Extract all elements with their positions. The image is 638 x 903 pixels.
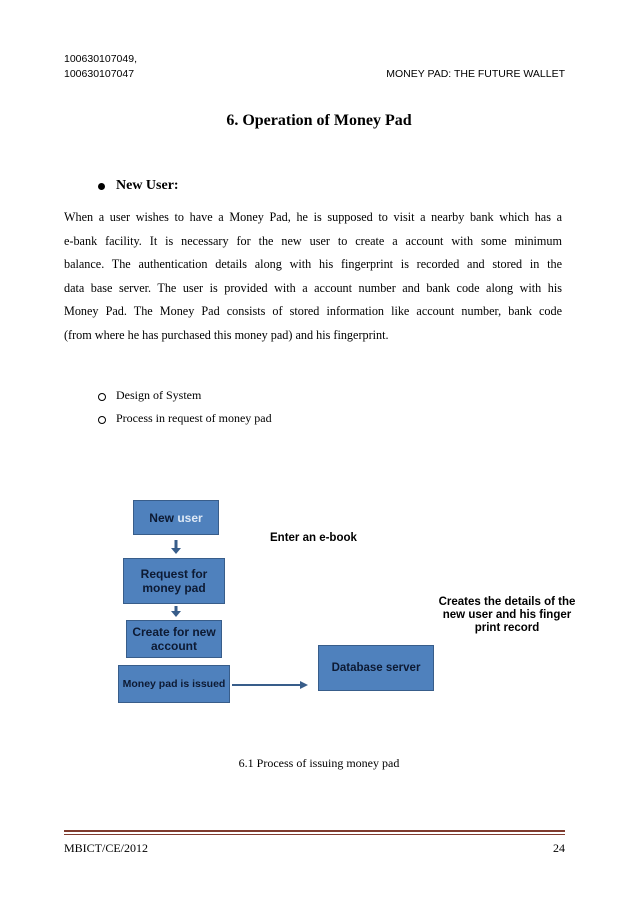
section-title: 6. Operation of Money Pad (226, 112, 412, 129)
box-database-server: Database server (318, 645, 434, 691)
box-create-account: Create for new account (126, 620, 222, 658)
label-creates-details: Creates the details of the new user and his finger print record (438, 596, 576, 634)
box-new-user-word-user: user (177, 510, 203, 525)
box-request-money-pad: Request for money pad (123, 558, 225, 604)
box-money-pad-issued: Money pad is issued (118, 665, 230, 703)
footer-rule (64, 834, 565, 835)
arrow-down-icon (171, 540, 181, 554)
label-enter-ebook: Enter an e-book (270, 532, 357, 544)
footer-left: MBICT/CE/2012 (64, 841, 149, 855)
paragraph-line: Money Pad. The Money Pad consists of stored information like account number, bank code (64, 304, 562, 319)
list-item-process: Process in request of money pad (116, 411, 272, 425)
arrow-down-icon (171, 606, 181, 617)
header-doc-title: MONEY PAD: THE FUTURE WALLET (386, 68, 565, 80)
new-user-heading: New User: (116, 178, 179, 193)
paragraph-line: When a user wishes to have a Money Pad, he is supposed to visit a nearby bank which has a (64, 210, 562, 224)
paragraph-line: e-bank facility. It is necessary for the new user to create a account with some minimum (64, 233, 562, 248)
header-id-2: 100630107047 (64, 68, 135, 80)
footer-rule (64, 830, 565, 832)
arrow-right-icon (232, 681, 308, 689)
page-number: 24 (553, 841, 565, 855)
figure-caption: 6.1 Process of issuing money pad (238, 756, 400, 770)
paragraph-line: (from where he has purchased this money pad) and his fingerprint. (64, 327, 389, 342)
header-id-1: 100630107049, (64, 53, 137, 65)
list-item-design: Design of System (116, 388, 202, 402)
paragraph-line: balance. The authentication details along with his fingerprint is recorded and stored in the (64, 257, 562, 272)
paragraph-line: data base server. The user is provided with a account number and bank code along with his (64, 280, 562, 295)
box-new-user-word: New (149, 510, 174, 525)
